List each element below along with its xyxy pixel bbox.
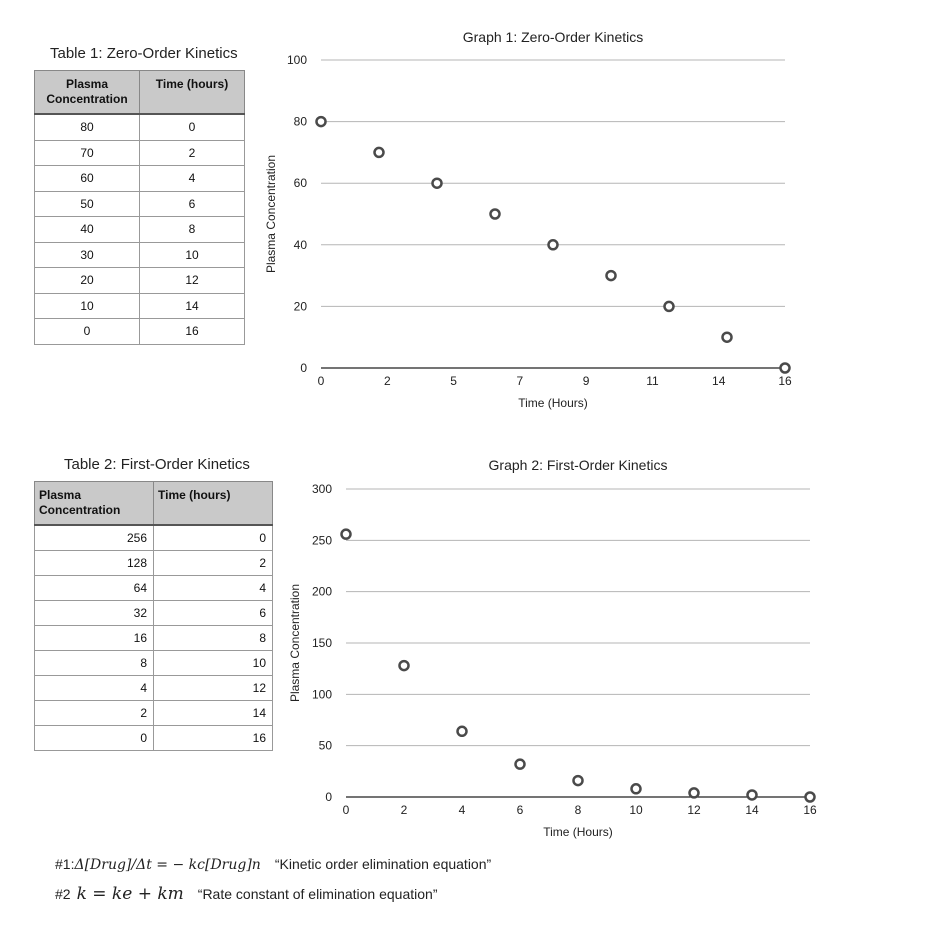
table2-row bbox=[35, 626, 273, 651]
chart-title: Graph 1: Zero-Order Kinetics bbox=[462, 29, 644, 45]
data-point bbox=[458, 727, 467, 736]
table2-cell-time: 0 bbox=[154, 525, 273, 551]
table2-cell-time: 10 bbox=[154, 651, 273, 676]
x-tick-label: 4 bbox=[458, 803, 466, 817]
table2-row bbox=[35, 601, 273, 626]
x-tick-label: 8 bbox=[574, 803, 582, 817]
table2-row bbox=[35, 726, 273, 751]
x-tick-label: 0 bbox=[342, 803, 350, 817]
data-point bbox=[665, 302, 674, 311]
x-tick-label: 0 bbox=[317, 374, 325, 388]
x-tick-label: 9 bbox=[582, 374, 590, 388]
table2-cell-concentration: 8 bbox=[35, 651, 154, 676]
y-tick-label: 100 bbox=[286, 53, 307, 67]
data-point bbox=[549, 240, 558, 249]
table1-row bbox=[35, 191, 245, 217]
table2-cell-concentration: 0 bbox=[35, 726, 154, 751]
equation-2-label: “Rate constant of elimination equation” bbox=[197, 886, 438, 902]
data-point bbox=[690, 788, 699, 797]
y-tick-label: 20 bbox=[293, 299, 307, 314]
y-tick-label: 40 bbox=[293, 237, 307, 252]
table2-cell-time: 2 bbox=[154, 551, 273, 576]
table1-row bbox=[35, 140, 245, 166]
chart-title: Graph 2: First-Order Kinetics bbox=[488, 457, 668, 473]
table2-cell-time: 12 bbox=[154, 676, 273, 701]
table1-cell-concentration: 0 bbox=[35, 319, 140, 345]
data-point bbox=[781, 364, 790, 373]
equation-2 bbox=[55, 884, 437, 904]
data-point bbox=[574, 776, 583, 785]
data-point bbox=[516, 760, 525, 769]
y-axis-label: Plasma Concentration bbox=[264, 154, 278, 274]
y-tick-label: 60 bbox=[293, 176, 307, 191]
x-tick-label: 7 bbox=[516, 374, 524, 388]
table1-cell-concentration: 50 bbox=[35, 191, 140, 217]
table2-cell-concentration: 128 bbox=[35, 551, 154, 576]
table1-cell-time: 8 bbox=[140, 217, 245, 243]
y-tick-label: 0 bbox=[300, 361, 307, 375]
table2-cell-time: 14 bbox=[154, 701, 273, 726]
table1-cell-concentration: 80 bbox=[35, 114, 140, 140]
y-tick-label: 80 bbox=[293, 114, 307, 129]
equation-1-label: “Kinetic order elimination equation” bbox=[274, 856, 492, 872]
table1-cell-time: 4 bbox=[140, 166, 245, 192]
table2-cell-time: 4 bbox=[154, 576, 273, 601]
table1-header-time: Time (hours) bbox=[140, 71, 245, 115]
data-point bbox=[433, 179, 442, 188]
x-tick-label: 2 bbox=[383, 374, 391, 388]
table1-cell-time: 12 bbox=[140, 268, 245, 294]
y-tick-label: 100 bbox=[311, 687, 332, 702]
x-tick-label: 2 bbox=[400, 803, 408, 817]
x-tick-label: 14 bbox=[745, 803, 759, 817]
table2-row bbox=[35, 525, 273, 551]
table1-row bbox=[35, 217, 245, 243]
table2-header-concentration: Plasma Concentration bbox=[35, 482, 154, 526]
data-point bbox=[400, 661, 409, 670]
y-tick-label: 0 bbox=[325, 790, 332, 804]
x-tick-label: 12 bbox=[687, 803, 701, 817]
table1-cell-time: 0 bbox=[140, 114, 245, 140]
y-tick-label: 150 bbox=[311, 636, 332, 650]
table1-row bbox=[35, 268, 245, 294]
data-point bbox=[748, 790, 757, 799]
table2-row bbox=[35, 701, 273, 726]
table2-row bbox=[35, 676, 273, 701]
y-tick-label: 200 bbox=[311, 584, 332, 599]
x-tick-label: 16 bbox=[803, 803, 817, 817]
table1-cell-time: 2 bbox=[140, 140, 245, 166]
data-point bbox=[632, 784, 641, 793]
table1-cell-concentration: 30 bbox=[35, 242, 140, 268]
table2-cell-time: 6 bbox=[154, 601, 273, 626]
table2-title: Table 2: First-Order Kinetics bbox=[64, 456, 250, 473]
data-point bbox=[723, 333, 732, 342]
table1-cell-concentration: 20 bbox=[35, 268, 140, 294]
table2-row bbox=[35, 576, 273, 601]
y-axis-label: Plasma Concentration bbox=[288, 583, 302, 703]
x-tick-label: 6 bbox=[516, 803, 524, 817]
table1-cell-time: 10 bbox=[140, 242, 245, 268]
table1-cell-time: 14 bbox=[140, 293, 245, 319]
table1-cell-time: 16 bbox=[140, 319, 245, 345]
table2-row bbox=[35, 651, 273, 676]
table2-cell-concentration: 4 bbox=[35, 676, 154, 701]
table2-cell-concentration: 16 bbox=[35, 626, 154, 651]
table2-cell-time: 8 bbox=[154, 626, 273, 651]
table1-title: Table 1: Zero-Order Kinetics bbox=[50, 45, 238, 62]
y-tick-label: 300 bbox=[311, 482, 332, 496]
table2-cell-concentration: 32 bbox=[35, 601, 154, 626]
table1-row bbox=[35, 293, 245, 319]
data-point bbox=[607, 271, 616, 280]
table1-header-concentration: Plasma Concentration bbox=[35, 71, 140, 115]
table1-row bbox=[35, 319, 245, 345]
table1-cell-concentration: 60 bbox=[35, 166, 140, 192]
table2-cell-time: 16 bbox=[154, 726, 273, 751]
x-tick-label: 14 bbox=[712, 374, 726, 388]
table2-cell-concentration: 64 bbox=[35, 576, 154, 601]
y-tick-label: 250 bbox=[311, 533, 332, 548]
table2 bbox=[34, 481, 273, 751]
x-tick-label: 16 bbox=[778, 374, 792, 388]
x-axis-label: Time (Hours) bbox=[518, 396, 588, 410]
equation-2-prefix: #2 bbox=[55, 886, 71, 902]
table1-cell-concentration: 70 bbox=[35, 140, 140, 166]
table1-row bbox=[35, 166, 245, 192]
data-point bbox=[806, 793, 815, 802]
data-point bbox=[375, 148, 384, 157]
table2-cell-concentration: 256 bbox=[35, 525, 154, 551]
table1-cell-concentration: 40 bbox=[35, 217, 140, 243]
equation-2-formula: k = ke + km bbox=[76, 884, 184, 904]
table1-cell-time: 6 bbox=[140, 191, 245, 217]
equation-1 bbox=[55, 856, 491, 873]
table2-row bbox=[35, 551, 273, 576]
table1-row bbox=[35, 114, 245, 140]
x-axis-label: Time (Hours) bbox=[543, 825, 613, 839]
table1 bbox=[34, 70, 245, 345]
table1-cell-concentration: 10 bbox=[35, 293, 140, 319]
data-point bbox=[491, 210, 500, 219]
table2-cell-concentration: 2 bbox=[35, 701, 154, 726]
x-tick-label: 5 bbox=[450, 374, 457, 388]
y-tick-label: 50 bbox=[318, 738, 332, 753]
x-tick-label: 11 bbox=[646, 374, 659, 388]
data-point bbox=[317, 117, 326, 126]
data-point bbox=[342, 530, 351, 539]
table2-header-time: Time (hours) bbox=[154, 482, 273, 526]
table1-row bbox=[35, 242, 245, 268]
equation-1-formula: Δ[Drug]/Δt = − kc[Drug]n bbox=[74, 857, 261, 873]
x-tick-label: 10 bbox=[629, 803, 643, 817]
equation-1-prefix: #1: bbox=[55, 856, 75, 872]
